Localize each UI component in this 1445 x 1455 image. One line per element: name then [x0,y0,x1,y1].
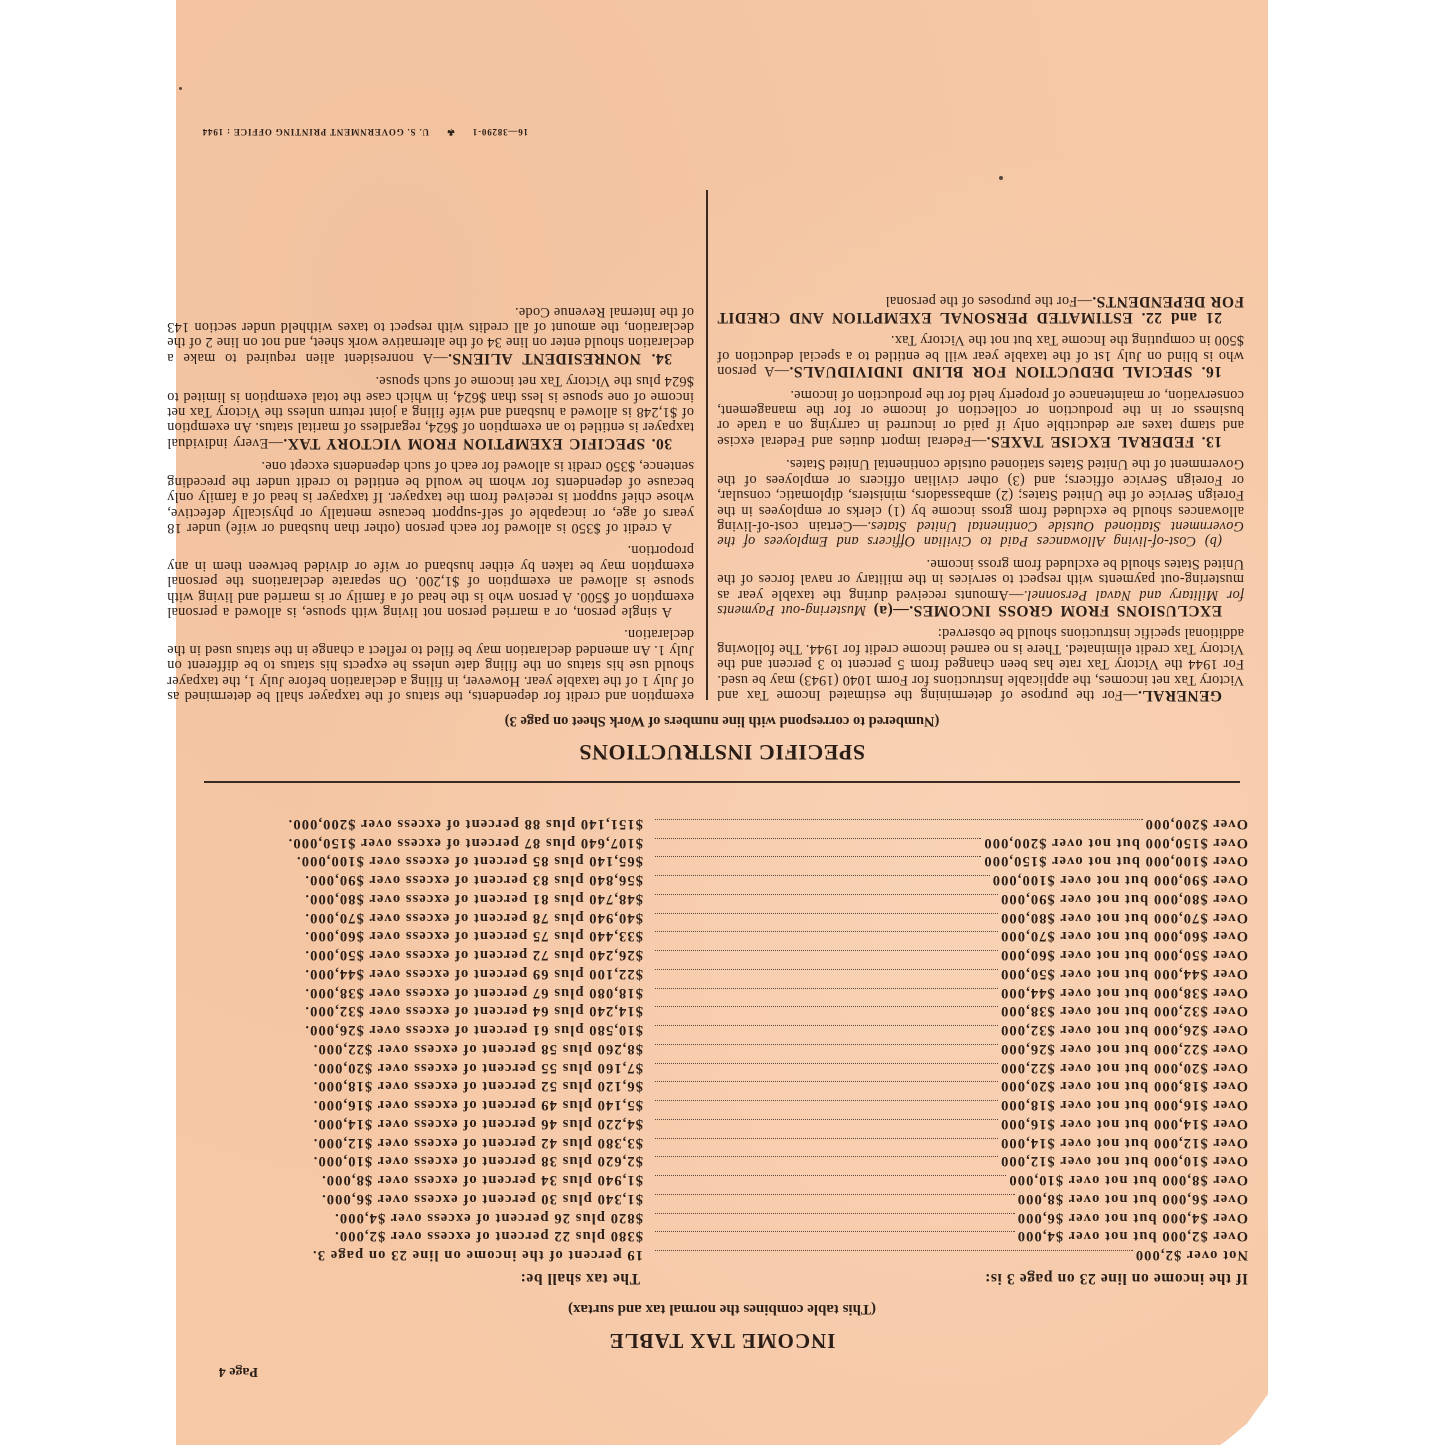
income-bracket-cell [655,965,1248,982]
dot-leader [655,819,1143,832]
dot-leader [655,1119,998,1132]
table-row [198,1134,1248,1153]
tax-table-title: INCOME TAX TABLE [608,1329,836,1353]
instruction-paragraph [167,542,694,619]
table-row [198,871,1248,890]
income-bracket-cell [655,928,1248,945]
income-bracket: Over $60,000 but not over $70,000 [999,928,1248,945]
printer-imprint [202,126,528,137]
income-bracket: Over $26,000 but not over $32,000 [999,1022,1248,1039]
tax-amount: $7,160 plus 55 percent of excess over $20,000. [312,1059,643,1076]
table-row [198,853,1248,872]
income-bracket: Over $50,000 but not over $60,000 [999,947,1248,964]
tax-amount: $33,440 plus 75 percent of excess over $60,000. [304,928,643,945]
dot-leader [655,838,981,851]
instruction-paragraph [167,458,694,535]
table-row [198,1190,1248,1209]
paragraph-text: —A person who is blind on July 1st of the taxable year will be entitled to a special deduction of $500 in computing the Income Tax but not the Victory Tax. [717,332,1244,380]
income-bracket: Over $38,000 but not over $44,000 [999,984,1248,1001]
income-bracket-cell [655,1209,1248,1226]
table-row [198,834,1248,853]
paragraph-heading: 21 and 22. ESTIMATED PERSONAL EXEMPTION AND CREDIT FOR DEPENDENTS. [717,292,1244,327]
income-bracket-cell [655,946,1248,963]
income-column-header: If the income on line 23 on page 3 is: [984,1270,1248,1287]
tax-amount: $40,940 plus 78 percent of excess over $70,000. [304,909,643,926]
income-bracket-cell [655,1246,1248,1263]
tax-amount: $820 plus 26 percent of excess over $4,000. [334,1209,643,1226]
income-bracket: Over $80,000 but not over $90,000 [999,891,1248,907]
paragraph-heading: 34. NONRESIDENT ALIENS. [447,349,672,367]
income-bracket-cell [655,1021,1248,1038]
instruction-paragraph [167,303,694,366]
tax-amount: $14,240 plus 64 percent of excess over $32,000. [304,1003,643,1020]
tax-amount: $8,260 plus 58 percent of excess over $22,000. [312,1041,643,1057]
paragraph-text: —Certain cost-of-living allowances should be excluded from gross income by (1) clerks or employees in the Foreign Service of the United States; (2) ambassadors, ministers, diplomatic, consular, or Foreign Service officers; and (3) other civilian officers or employees of the Government of the United States stationed outside continental United States. [717,456,1244,534]
instruction-paragraph [717,332,1244,379]
income-bracket: Over $90,000 but not over $100,000 [991,872,1248,889]
gpo-emblem-icon: ☘ [446,127,455,137]
income-bracket: Over $22,000 but not over $26,000 [999,1041,1248,1057]
column-divider [706,190,708,700]
dot-leader [655,1100,998,1113]
income-tax-table [198,815,1248,1265]
dot-leader [655,1194,1015,1207]
table-row [198,909,1248,928]
income-bracket-cell [655,1096,1248,1113]
table-row [198,815,1248,834]
dot-leader [655,1044,998,1057]
paragraph-heading: EXCLUSIONS FROM GROSS INCOMES.—(a) [866,601,1222,619]
income-bracket-cell [655,1171,1248,1188]
income-bracket: Over $2,000 but not over $4,000 [1016,1228,1248,1245]
form-code: 16—38290-1 [472,127,528,137]
tax-amount: $26,240 plus 72 percent of excess over $50,000. [304,947,643,964]
income-bracket-cell [655,1115,1248,1132]
tax-amount: 19 percent of the income on line 23 on page 3. [311,1247,643,1264]
tax-table-subtitle: (This table combines the normal tax and surtax) [568,1301,876,1317]
dot-leader [655,1025,998,1038]
table-row [198,946,1248,965]
page-number: Page 4 [218,1364,258,1379]
dot-leader [655,1082,998,1095]
tax-amount: $2,620 plus 38 percent of excess over $10,000. [312,1153,643,1170]
section-divider [204,781,1240,783]
income-bracket: Over $4,000 but not over $6,000 [1016,1209,1248,1226]
table-row [198,1003,1248,1022]
table-row [198,1115,1248,1134]
paragraph-text: A credit of $350 is allowed for each person (other than husband or wife) under 18 years of age, or incapable of self-support because mentally or physically defective, whose chief support is received from the taxpayer. If taxpayer is head of a family only because of dependents for whom he would be entitled to credit under the preceding sentence, $350 credit is allowed for each of such dependents except one. [167,458,694,536]
paragraph-text: —For the purpose of determining the estimated Income Tax and Victory Tax net incomes, the applicable Instructions for Form 1040 (1943) may be used. For 1944 the Victory Tax rate has been changed from 5 percent to 3 percent and the Victory Tax credit eliminated. There is no earned income credit for 1944. The following additional specific instructions should be observed: [717,625,1244,703]
specific-instructions-title: SPECIFIC INSTRUCTIONS [578,740,866,765]
paragraph-text: —Every individual taxpayer is entitled to an exemption of $624, regardless of marital status. An exemption of $1,248 is allowed a husband and wife filing a joint return unless the Victory Tax net income of one spouse is less than $624, in which case the total exemption is limited to $624 plus the Victory Tax net income of such spouse. [167,373,694,451]
tax-amount: $380 plus 22 percent of excess over $2,000. [334,1228,643,1245]
table-row [198,1246,1248,1265]
income-bracket-cell [655,1134,1248,1151]
paragraph-heading: 30. SPECIFIC EXEMPTION FROM VICTORY TAX. [282,434,672,452]
instruction-paragraph [717,386,1244,449]
income-bracket: Over $12,000 but not over $14,000 [999,1134,1248,1151]
table-row [198,965,1248,984]
tax-amount: $1,340 plus 30 percent of excess over $6,000. [320,1191,643,1207]
income-bracket-cell [655,890,1248,907]
tax-amount: $65,140 plus 85 percent of excess over $100,000. [295,853,643,870]
dot-leader [655,1063,998,1076]
table-row [198,1040,1248,1059]
tax-amount: $4,220 plus 46 percent of excess over $14,000. [312,1116,643,1132]
specific-instructions-subtitle: (Numbered to correspond with line numbers of Work Sheet on page 3) [504,713,940,729]
income-bracket-cell [655,1059,1248,1076]
instructions-column-right [167,296,694,703]
tax-amount: $56,840 plus 83 percent of excess over $90,000. [304,872,643,889]
tax-amount: $5,140 plus 49 percent of excess over $16,000. [312,1097,643,1114]
document-page [167,0,1268,1445]
table-row [198,1096,1248,1115]
dot-leader [655,913,998,926]
paragraph-subheading: (b) Cost-of-living Allowances Paid to Civilian Officers and Employees of the Government Stationed Outside Continental United States. [717,517,1244,550]
dot-leader [655,894,998,907]
dot-leader [655,950,998,963]
tax-amount: $3,380 plus 42 percent of excess over $12,000. [312,1134,643,1151]
dot-leader [655,1138,998,1151]
income-bracket: Over $44,000 but not over $50,000 [999,966,1248,982]
income-bracket: Over $8,000 but not over $10,000 [1008,1172,1248,1189]
dot-leader [655,1007,998,1020]
paragraph-heading: 16. SPECIAL DEDUCTION FOR BLIND INDIVIDUALS. [789,363,1222,381]
table-row [198,890,1248,909]
paragraph-text: —Federal import duties and Federal excise and stamp taxes are deductible only if paid or incurred in carrying on a trade or business or in the production or collection of income or for the management, conservation, or maintenance of property held for the production of income. [717,386,1244,449]
dot-leader [655,1250,1133,1263]
instruction-paragraph [717,456,1244,548]
income-bracket: Over $6,000 but not over $8,000 [1016,1191,1248,1207]
income-bracket: Over $10,000 but not over $12,000 [999,1153,1248,1170]
income-bracket: Over $150,000 but not over $200,000 [983,834,1248,851]
paragraph-heading: GENERAL. [1137,687,1222,704]
dot-leader [655,1213,1015,1226]
dot-leader [655,857,981,870]
tax-amount: $48,740 plus 81 percent of excess over $80,000. [304,891,643,907]
income-bracket-cell [655,984,1248,1001]
income-bracket-cell [655,1190,1248,1207]
paper-speck [179,87,182,90]
instructions-column-left [717,285,1244,703]
tax-column-header: The tax shall be: [519,1270,640,1287]
income-bracket-cell [655,1228,1248,1245]
income-bracket-cell [655,909,1248,926]
income-bracket: Over $16,000 but not over $18,000 [999,1097,1248,1114]
income-bracket: Over $32,000 but not over $38,000 [999,1003,1248,1020]
printer-name: U. S. GOVERNMENT PRINTING OFFICE : 1944 [201,127,429,137]
dot-leader [655,1157,998,1170]
table-row [198,928,1248,947]
table-row [198,1209,1248,1228]
dot-leader [655,932,998,945]
instruction-paragraph [717,625,1244,703]
income-bracket: Over $18,000 but not over $20,000 [999,1078,1248,1095]
instruction-paragraph [717,292,1244,325]
dot-leader [655,969,998,982]
tax-amount: $6,120 plus 52 percent of excess over $18,000. [312,1078,643,1095]
instruction-paragraph [167,373,694,451]
dot-leader [655,988,998,1001]
tax-amount: $1,940 plus 34 percent of excess over $8,000. [320,1172,643,1189]
dot-leader [655,1232,1015,1245]
tax-amount: $151,140 plus 88 percent of excess over $200,000. [287,816,643,832]
income-bracket: Over $200,000 [1144,816,1248,832]
income-bracket-cell [655,1153,1248,1170]
instruction-paragraph [717,555,1244,618]
income-bracket-cell [655,871,1248,888]
income-bracket-cell [655,1003,1248,1020]
table-row [198,1171,1248,1190]
paragraph-text: —A nonresident alien required to make a declaration should enter on line 34 of the alternative work sheet, and not on line 2 of the declaration, the amount of all credits with respect to taxes withheld under section 143 of the Internal Revenue Code. [167,303,694,366]
dot-leader [655,875,990,888]
income-bracket-cell [655,834,1248,851]
tax-amount: $107,640 plus 87 percent of excess over $150,000. [287,834,643,851]
income-bracket-cell [655,853,1248,870]
table-row [198,1059,1248,1078]
paper-speck [999,176,1003,180]
dot-leader [655,1175,1006,1188]
paragraph-text: A single person, or a married person not living with spouse, is allowed a personal exemption of $500. A person who is the head of a family or is married and living with spouse is allowed an exemption of $1,200. On separate declarations the personal exemption may be taken by either husband or wife or divided between them in any proportion. [167,542,694,620]
income-bracket: Over $14,000 but not over $16,000 [999,1116,1248,1132]
income-bracket-cell [655,1078,1248,1095]
paragraph-subheading: Mustering-out Payments for Military and Naval Personnel. [716,586,1244,618]
income-bracket: Not over $2,000 [1134,1247,1248,1264]
income-bracket-cell [655,815,1248,832]
tax-amount: $18,080 plus 67 percent of excess over $38,000. [304,984,643,1001]
paragraph-text: exemption and credit for dependents, the status of the taxpayer shall be determined as of July 1 of the taxable year. However, in filing a declaration before July 1, the taxpayer should use his status on the filing date unless he expects his status to be different on July 1. An amended declaration may be filed to reflect a change in the status used in the declaration. [167,626,694,704]
paragraph-text: —Amounts received during the taxable year as mustering-out payments with respect to services in the military or naval forces of the United States should be excluded from gross income. [717,555,1244,603]
income-bracket: Over $100,000 but not over $150,000 [983,853,1248,870]
paragraph-heading: 13. FEDERAL EXCISE TAXES. [986,432,1222,450]
table-row [198,1153,1248,1172]
tax-amount: $22,100 plus 69 percent of excess over $44,000. [304,966,643,982]
income-bracket: Over $70,000 but not over $80,000 [999,909,1248,926]
table-row [198,984,1248,1003]
instruction-paragraph [167,626,694,703]
income-bracket: Over $20,000 but not over $22,000 [999,1059,1248,1076]
table-row [198,1228,1248,1247]
income-bracket-cell [655,1040,1248,1057]
table-row [198,1021,1248,1040]
tax-amount: $10,580 plus 61 percent of excess over $26,000. [304,1022,643,1039]
table-row [198,1078,1248,1097]
paragraph-text: —For the purposes of the personal [885,292,1092,309]
